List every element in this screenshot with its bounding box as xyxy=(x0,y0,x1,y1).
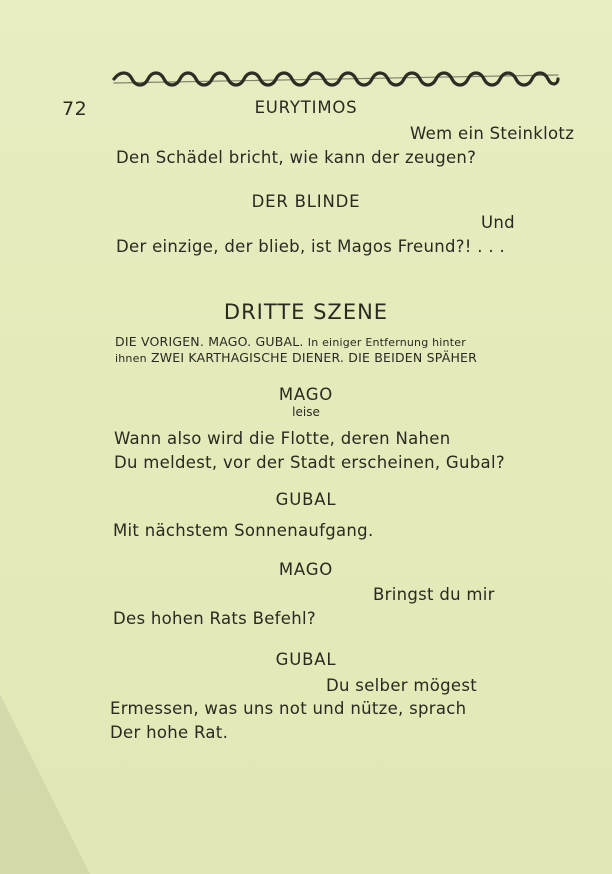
speaker-gubal: GUBAL xyxy=(275,490,337,509)
verse-line: Und xyxy=(481,213,515,232)
verse-line: Der einzige, der blieb, ist Magos Freund?! . . . xyxy=(116,237,505,256)
verse-line: Den Schädel bricht, wie kann der zeugen? xyxy=(116,148,477,167)
speaker-der-blinde: DER BLINDE xyxy=(251,192,361,211)
stage-note: In einiger Entfernung hinter xyxy=(307,336,466,349)
stage-direction xyxy=(115,334,466,349)
speaker-mago: MAGO xyxy=(278,385,334,404)
stage-direction-leise: leise xyxy=(292,405,320,419)
verse-line: Bringst du mir xyxy=(373,585,495,604)
verse-line: Des hohen Rats Befehl? xyxy=(113,609,316,628)
ornamental-border xyxy=(110,70,562,88)
stage-characters: ZWEI KARTHAGISCHE DIENER. DIE BEIDEN SPÄHER xyxy=(150,350,478,365)
verse-line: Du selber mögest xyxy=(326,676,478,695)
scene-title: DRITTE SZENE xyxy=(223,300,389,324)
stage-note: ihnen xyxy=(115,352,147,365)
speaker-mago: MAGO xyxy=(278,560,334,579)
speaker-gubal: GUBAL xyxy=(275,650,337,669)
verse-line: Mit nächstem Sonnenaufgang. xyxy=(113,521,374,540)
verse-line: Wem ein Steinklotz xyxy=(410,124,575,143)
speaker-eurytimos: EURYTIMOS xyxy=(254,98,358,117)
page-corner-shadow xyxy=(0,694,90,874)
verse-line: Du meldest, vor der Stadt erscheinen, Gubal? xyxy=(114,453,505,472)
stage-direction xyxy=(115,350,477,365)
verse-line: Ermessen, was uns not und nütze, sprach xyxy=(110,699,467,718)
verse-line: Der hohe Rat. xyxy=(110,723,229,742)
stage-characters: DIE VORIGEN. MAGO. GUBAL. xyxy=(115,334,304,349)
verse-line: Wann also wird die Flotte, deren Nahen xyxy=(114,429,451,448)
page-number: 72 xyxy=(62,98,88,120)
